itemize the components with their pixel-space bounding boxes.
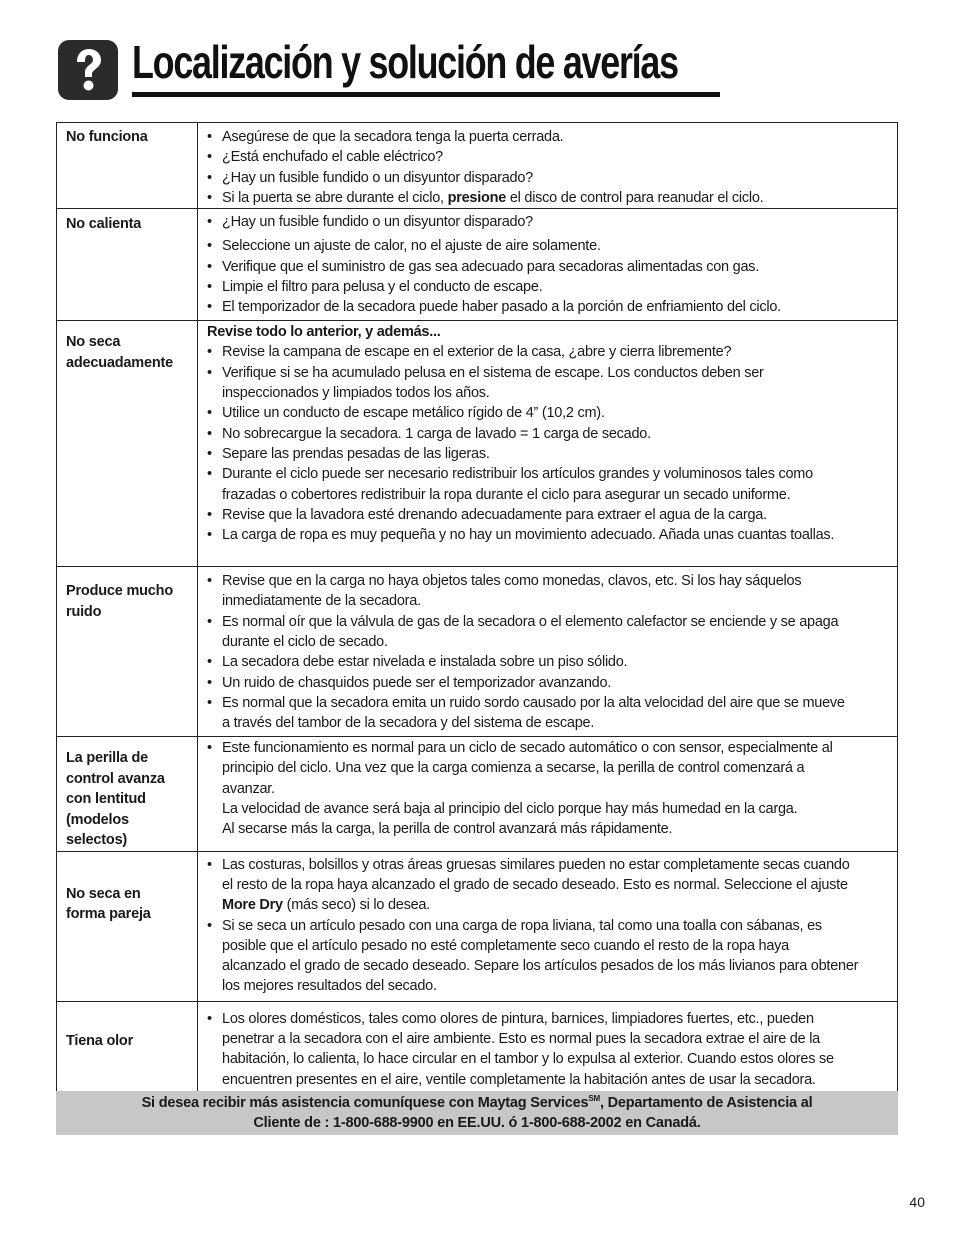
item-text: La secadora debe estar nivelada e instalada sobre un piso sólido. <box>222 654 628 671</box>
item-text: No sobrecargue la secadora. 1 carga de lavado = 1 carga de secado. <box>222 425 651 442</box>
item-line: penetrar a la secadora con el aire ambiente. Esto es normal pues la secadora extrae el aire de la <box>222 1030 820 1047</box>
problem-row <box>57 567 898 737</box>
item-line: frazadas o cobertores redistribuir la ropa durante el ciclo para asegurar un secado uniforme. <box>222 486 791 503</box>
problem-label <box>57 567 198 737</box>
solution-cell <box>198 737 898 852</box>
bullet-icon: • <box>207 917 212 934</box>
bullet-icon: • <box>207 299 212 316</box>
bullet-icon: • <box>207 466 212 483</box>
problem-row <box>57 123 898 209</box>
bullet-icon: • <box>207 129 212 145</box>
title-underline <box>132 92 720 97</box>
problem-label <box>57 737 198 852</box>
bullet-icon: • <box>207 506 212 523</box>
item-line: Es normal que la secadora emita un ruido sordo causado por la alta velocidad del aire que se mueve <box>222 694 845 711</box>
item-text: Asegúrese de que la secadora tenga la puerta cerrada. <box>222 129 564 145</box>
item-line: Este funcionamiento es normal para un ciclo de secado automático o con sensor, especialmente al <box>222 740 833 757</box>
page-number: 40 <box>909 1194 925 1210</box>
page-header <box>56 36 720 100</box>
problem-label-line: Tiena olor <box>66 1032 134 1049</box>
solution-list <box>207 127 889 208</box>
problem-label <box>57 123 198 209</box>
troubleshooting-table <box>56 122 898 1094</box>
solution-list <box>207 1009 889 1090</box>
list-item <box>207 652 889 672</box>
footer-line-2: Cliente de : 1-800-688-9900 en EE.UU. ó 1-800-688-2002 en Canadá. <box>253 1115 701 1131</box>
solution-list <box>207 738 889 839</box>
solution-cell <box>198 851 898 1001</box>
item-emphasis: presione <box>447 189 507 206</box>
problem-label <box>57 321 198 567</box>
list-item <box>207 673 889 693</box>
list-item <box>207 444 889 464</box>
bullet-icon: • <box>207 740 212 757</box>
bullet-icon: • <box>207 694 212 711</box>
list-item <box>207 693 889 734</box>
bullet-icon: • <box>207 405 212 422</box>
problem-label-line: (modelos selectos) <box>66 811 129 849</box>
list-item <box>207 525 889 545</box>
problem-label-line: No seca <box>66 334 121 351</box>
item-line: los mejores resultados del secado. <box>222 978 437 995</box>
solution-cell <box>198 209 898 321</box>
list-item <box>207 424 889 444</box>
problem-label-line: con lentitud <box>66 791 146 808</box>
list-item <box>207 277 889 297</box>
item-line: inspeccionados y limpiados todos los años. <box>222 385 490 402</box>
item-line: habitación, lo calienta, lo hace circular en el tambor y lo expulsa al exterior. Cuando estos olores se <box>222 1051 834 1068</box>
item-line: Al secarse más la carga, la perilla de control avanzará más rápidamente. <box>222 821 673 838</box>
page-title: Localización y solución de averías <box>132 36 678 88</box>
list-item <box>207 257 889 277</box>
item-line: inmediatamente de la secadora. <box>222 593 421 610</box>
bullet-icon: • <box>207 189 212 206</box>
problem-row <box>57 209 898 321</box>
item-line: el resto de la ropa haya alcanzado el grado de secado deseado. Esto es normal. Seleccione el ajuste <box>222 876 848 893</box>
item-text: Limpie el filtro para pelusa y el conducto de escape. <box>222 279 543 296</box>
item-line: Es normal oír que la válvula de gas de la secadora o el elemento calefactor se enciende y se apaga <box>222 613 839 630</box>
item-text: Un ruido de chasquidos puede ser el temporizador avanzando. <box>222 674 612 691</box>
item-text: Si la puerta se abre durante el ciclo, <box>222 189 448 206</box>
bullet-icon: • <box>207 258 212 275</box>
bullet-icon: • <box>207 573 212 590</box>
solution-list <box>207 212 889 317</box>
problem-row <box>57 1001 898 1093</box>
list-item <box>207 236 889 256</box>
assistance-footer <box>56 1091 898 1135</box>
problem-label-line: forma pareja <box>66 906 151 923</box>
bullet-icon: • <box>207 613 212 630</box>
list-item <box>207 505 889 525</box>
solution-cell <box>198 123 898 209</box>
item-text: Revise que la lavadora esté drenando adecuadamente para extraer el agua de la carga. <box>222 506 767 523</box>
list-item <box>207 188 889 208</box>
solution-list <box>207 855 889 997</box>
item-text: el disco de control para reanudar el ciclo. <box>506 189 764 206</box>
solution-lead: Revise todo lo anterior, y además... <box>207 324 441 341</box>
item-text: (más seco) si lo desea. <box>282 897 430 914</box>
solution-list <box>207 342 889 545</box>
problem-row <box>57 321 898 567</box>
list-item <box>207 297 889 317</box>
list-item <box>207 168 889 188</box>
question-mark-icon <box>58 40 118 100</box>
list-item <box>207 571 889 612</box>
item-line: Los olores domésticos, tales como olores de pintura, barnices, limpiadores fuertes, etc., pueden <box>222 1010 814 1027</box>
item-line: a través del tambor de la secadora y del sistema de escape. <box>222 715 595 732</box>
problem-label <box>57 1001 198 1093</box>
list-item <box>207 342 889 362</box>
problem-label-line: La perilla de <box>66 750 149 767</box>
list-item <box>207 127 889 147</box>
bullet-icon: • <box>207 344 212 361</box>
item-line: Verifique si se ha acumulado pelusa en el sistema de escape. Los conductos deben ser <box>222 364 764 381</box>
problem-label-line: control avanza <box>66 770 165 787</box>
bullet-icon: • <box>207 445 212 462</box>
item-text: Revise la campana de escape en el exterior de la casa, ¿abre y cierra libremente? <box>222 344 732 361</box>
item-text: Utilice un conducto de escape metálico rígido de 4” (10,2 cm). <box>222 405 605 422</box>
item-text: El temporizador de la secadora puede haber pasado a la porción de enfriamiento del ciclo. <box>222 299 781 316</box>
item-line: Las costuras, bolsillos y otras áreas gruesas similares pueden no estar completamente secas cuando <box>222 856 850 873</box>
list-item <box>207 147 889 167</box>
solution-cell <box>198 1001 898 1093</box>
list-item <box>207 212 889 232</box>
solution-list <box>207 571 889 733</box>
list-item <box>207 916 889 997</box>
solution-cell <box>198 321 898 567</box>
problem-label-line: adecuadamente <box>66 354 173 371</box>
list-item <box>207 612 889 653</box>
item-line <box>222 895 889 915</box>
item-text: ¿Está enchufado el cable eléctrico? <box>222 149 443 166</box>
bullet-icon: • <box>207 149 212 166</box>
list-item <box>207 738 889 839</box>
item-line: Si se seca un artículo pesado con una carga de ropa liviana, tal como una toalla con sábanas, es <box>222 917 822 934</box>
item-text: Separe las prendas pesadas de las ligeras. <box>222 445 490 462</box>
bullet-icon: • <box>207 364 212 381</box>
bullet-icon: • <box>207 856 212 873</box>
problem-label-line: No seca en <box>66 885 141 902</box>
bullet-icon: • <box>207 238 212 255</box>
list-item <box>207 855 889 916</box>
item-text: Seleccione un ajuste de calor, no el ajuste de aire solamente. <box>222 238 601 255</box>
list-item <box>207 464 889 505</box>
item-emphasis: More Dry <box>222 897 283 914</box>
item-line: Revise que en la carga no haya objetos tales como monedas, clavos, etc. Si los hay sáquelos <box>222 573 802 590</box>
item-text: Verifique que el suministro de gas sea adecuado para secadoras alimentadas con gas. <box>222 258 760 275</box>
footer-line-1: Si desea recibir más asistencia comuníquese con Maytag Services℠, Departamento de Asistencia al <box>141 1094 813 1111</box>
bullet-icon: • <box>207 169 212 186</box>
problem-label-line: ruido <box>66 603 102 620</box>
bullet-icon: • <box>207 214 212 231</box>
problem-row <box>57 851 898 1001</box>
item-line: alcanzado el grado de secado deseado. Separe los artículos pesados de los más livianos para obtener <box>222 958 859 975</box>
item-line: La velocidad de avance será baja al principio del ciclo porque hay más humedad en la carga. <box>222 801 798 818</box>
list-item <box>207 363 889 404</box>
problem-row <box>57 737 898 852</box>
item-text: ¿Hay un fusible fundido o un disyuntor disparado? <box>222 214 533 231</box>
bullet-icon: • <box>207 425 212 442</box>
bullet-icon: • <box>207 654 212 671</box>
bullet-icon: • <box>207 1010 212 1027</box>
item-line: encuentren presentes en el aire, ventile completamente la habitación antes de usar la secadora. <box>222 1071 816 1088</box>
item-line: posible que el artículo pesado no esté completamente seco cuando el resto de la ropa haya <box>222 937 789 954</box>
item-text: ¿Hay un fusible fundido o un disyuntor disparado? <box>222 169 533 186</box>
list-item <box>207 403 889 423</box>
item-text: La carga de ropa es muy pequeña y no hay un movimiento adecuado. Añada unas cuantas toallas. <box>222 527 835 544</box>
problem-label <box>57 851 198 1001</box>
item-line: avanzar. <box>222 780 275 797</box>
list-item <box>207 1009 889 1090</box>
solution-cell <box>198 567 898 737</box>
item-line: Durante el ciclo puede ser necesario redistribuir los artículos grandes y voluminosos tales como <box>222 466 813 483</box>
bullet-icon: • <box>207 279 212 296</box>
item-line: durante el ciclo de secado. <box>222 634 388 651</box>
problem-label <box>57 209 198 321</box>
bullet-icon: • <box>207 674 212 691</box>
problem-label-line: Produce mucho <box>66 583 173 600</box>
problem-label-line: No calienta <box>66 216 142 233</box>
item-line: principio del ciclo. Una vez que la carga comienza a secarse, la perilla de control comenzará a <box>222 760 805 777</box>
bullet-icon: • <box>207 527 212 544</box>
problem-label-line: No funciona <box>66 129 148 145</box>
